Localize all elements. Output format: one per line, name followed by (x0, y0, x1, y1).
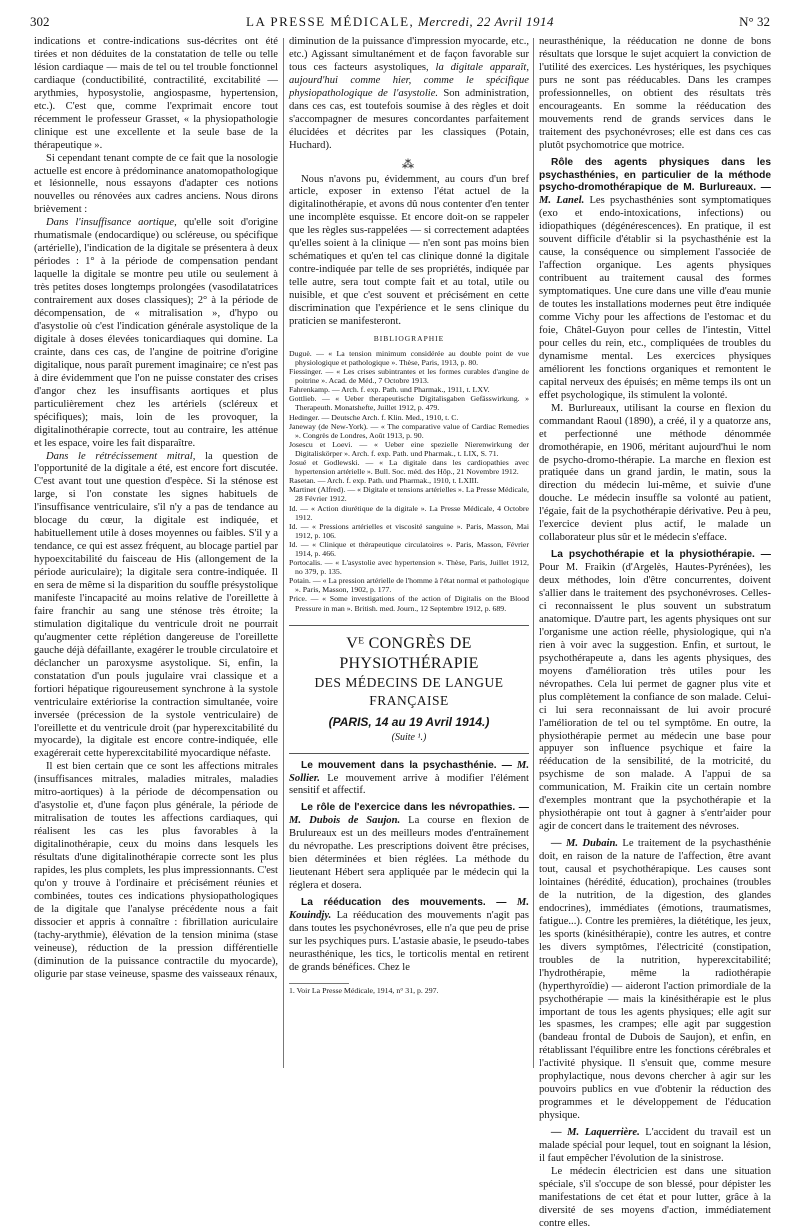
paragraph-body: Les psychasthénies sont symptomatiques (exo et endo-intoxications, infections) ou idiopathiques (dégénérescences). En pratique, il est souvent difficile d'établir si la psychasthénie est la cause, la conséquence ou simplement l'associée de l'affection organique. Les agents physiques contribuent au traitement causal des formes symptomatiques. Une cure dans une ville d'eau munie de toutes les installations modernes peut être indiquée comme Vichy pour les affections de l'estomac et du foie, Châtel-Guyon pour celles de l'intestin, Vittel pour celles du rein, etc., compliquées de troubles du dynamisme mental. Les exercices physiques améliorent les fonctions organiques et remontent le capital nerveux des épuisés; en même temps ils ont un effet psychologique, ils stimulent la volonté. (539, 195, 771, 401)
section-author: M. Lanel. (539, 195, 585, 207)
column-2 (289, 36, 529, 996)
section-author: M. Kouindjy. (289, 897, 529, 922)
bibliography-entry: Duguè. — « La tension minimum considérée au double point de vue physiologique et pathologique ». Thèse, Paris, 1913, p. 80. (289, 348, 529, 368)
paragraph (539, 157, 771, 403)
paragraph-body: Le mouvement arrive à modifier l'élément sensitif et affectif. (289, 772, 529, 797)
bibliography-entry: Hedinger. — Deutsche Arch. f. Klin. Med., 1910, t. C. (289, 412, 459, 422)
paragraph-lead: Dans le rétrécissement mitral, (46, 450, 196, 462)
congress-title: Vᴱ CONGRÈS DE PHYSIOTHÉRAPIE (339, 634, 479, 672)
paragraph-body: la question de l'opportunité de la digitale a été, est encore fort discutée. C'est avant tout une question d'espèce. Si la sténose est large, si l'on constate les signes habituels de l'insuffisance ventriculaire, s'il n'y a pas de tendance au blocage du cœur, la digitale est indiquée, et habituellement utile à doses moyennes ou faibles. S'il y a tendance, ce qui est assez fréquent, au blocage partiel par hypoexcitabilité du faisceau de His (allongement de la période auriculaire); la digitale sera contre-indiquée. Il en sera de même si la disparition du souffle présystolique manifeste l'incapacité au moins relative de l'oreillette à faire franchir au sang une sténose très étroite; la stimulation digitalique du ventricule droit ne pourrait qu'augmenter cette réplétion dangereuse de l'oreillette gauche déjà défaillante, exagérer le trouble circulatoire et déclancher un paroxysme asystolique. Si, enfin, la constatation d'un pouls jugulaire vrai classique et a fortiori hépatique rigoureusement synchrone à la systole ventriculaire extériorise la contraction simultanée, voire inversée (précession de la systole ventriculaire) de l'oreillette et du ventricule droit (par hyperexcitabilité du myocarde), la digitale est encore contre-indiquée, elle exagérerait cette hyperexcitabilité myocardique néfaste. (34, 450, 278, 760)
paragraph-body: La course en flexion de Brulureaux est un des meilleurs modes d'entraînement du névropathe. Les prescriptions doivent être précises, bien déterminées et bien réglées. La méthode du lieutenant Hébert sera appliquée par le médecin qui la réglera et dosera. (289, 815, 530, 892)
bibliography-entry: Fahrenkamp. — Arch. f. exp. Path. und Pharmak., 1911, t. LXV. (289, 385, 490, 395)
paragraph-body: (insuffisances mitrales, maladies mitrales, maladies mitro-aortiques) à la période de décompensation ou d'asystolie et, d'une façon plus générale, la période de mitralisation de toutes les affections cardiaques, qui réalisent les cas les plus favorables à la digitalinothérapie, ceux du moins dans lesquels les résultats d'une digitalinothérapie correcte sont les plus rapides, les plus complets, les plus impressionnants. C'est qu'on y trouve à l'ordinaire et précisément réunies et combinées, toutes ces indications physiopathologiques de la digitale que l'analyse précédente nous a fait dissocier et appris à connaître : fibrillation auriculaire (tachy-arythmie), élévation de la tension minima (stase veineuse), réduction de la pression différentielle (diminution de la puissance contractile du myocarde), oligurie par stase veineuse, spasme des vaisseaux rénaux, (34, 774, 278, 980)
paragraph: M. Burlureaux, utilisant la course en flexion du commandant Raoul (1890), a créé, il y a quatorze ans, et perfectionné une méthode dénommée dromothérapie, en 1906, méritant aujourd'hui le nom de psycho-dromo-thérapie. La marche en flexion est pratiquée dans un grand jardin, le matin, sous la direction du médecin lui-même, et suivie d'une douche. Le médecin insuffle sa volonté au patient, l'égaie, fait de la psychothérapie dérivative. Peu à peu, l'exercice devient plus actif, le malade un collaborateur plus sûr et le médecin s'efface. (539, 402, 771, 544)
paragraph: neurasthénique, la rééducation ne donne de bons résultats que lorsque le sujet acquiert la conviction de l'utilité des exercices. Les hystériques, les psychiques purs ne sont pas rééducables. Dans les crampes professionnelles, on obtient des résultats très encourageants. En somme la rééducation des mouvements rend de grands services dans le traitement des psychonévroses; elle est dans ces cas plutôt psychomotrice que motrice. (539, 36, 771, 151)
paragraph-body: diminution de la puissance d'impression myocarde, etc., etc.) Agissant simultanément et de façon favorable sur tous ces facteurs asystoliques, (289, 36, 529, 73)
section-author: M. Dubois de Saujon. (289, 815, 401, 827)
section-author: — M. Laquerrière. (551, 1127, 640, 1139)
bibliography-heading: BIBLIOGRAPHIE (373, 333, 445, 343)
running-title (30, 14, 770, 30)
paragraph-lead: Dans l'insuffisance aortique, (46, 217, 177, 229)
paragraph (289, 36, 529, 153)
congress-dates: (PARIS, 14 au 19 Avril 1914.) (328, 714, 490, 729)
journal-name: LA PRESSE MÉDICALE, (246, 14, 415, 29)
paragraph (539, 549, 771, 834)
bibliography-entry: Portocalis. — « L'asystolie avec hypertension ». Thèse, Paris, Juillet 1912, no 379, p. 135. (289, 558, 529, 577)
paragraph: Nous n'avons pu, évidemment, au cours d'un bref article, exposer in extenso l'état actuel de la digitalinothérapie, et avons dû nous contenter d'en tenter une incomplète esquisse. Et encore doit-on se rappeler que les règles sus-rappelées — si correctement adaptées qu'elles soient à la clinique — n'en sont pas moins bien schématiques et qu'en tel cas clinique donné la digitale contre-indiquée par telle de ses propriétés, indiquée par telle autre, sera tout compte fait et au total, utile ou nuisible, et que c'est souvent et précisément en cette discrimination que l'expérience et le sens clinique du praticien se manifesteront. (289, 173, 529, 328)
paragraph-lead: Il est bien certain que ce sont les affections mitrales (46, 761, 278, 773)
section-title: La rééducation des mouvements. — (301, 897, 507, 909)
congress-subtitle: DES MÉDECINS DE LANGUE FRANÇAISE (314, 674, 504, 708)
congress-continuation: (Suite ¹.) (391, 731, 427, 743)
paragraph (289, 802, 529, 893)
paragraph-emphasis: la digitale apparaît, aujourd'hui comme hier, comme le spécifique physiopathologique de l'asystolie. (289, 61, 529, 99)
bibliography-entry: Id. — « Clinique et thérapeutique circulatoires ». Paris, Masson, Février 1914, p. 466. (289, 539, 529, 558)
footnote: 1. Voir La Presse Médicale, 1914, n° 31, p. 297. (289, 985, 439, 995)
footnote-divider (289, 983, 349, 984)
paragraph (289, 897, 529, 975)
bibliography-entry: Josué et Godlewski. — « La digitale dans les cardiopathies avec hypertension artérielle ». Bull. Soc. méd. des Hôp., 21 Novembre 1912. (289, 458, 529, 477)
section-title: Le mouvement dans la psychasthénie. — (301, 759, 512, 771)
section-title: Rôle des agents physiques dans les psychasthénies, en particulier de la méthode psycho-dromothérapique de M. Burlureaux. — (539, 156, 771, 194)
column-rule-1 (283, 38, 284, 1068)
congress-heading (289, 625, 529, 745)
paragraph-body: Son administration, dans ces cas, est toutefois soumise à des règles et doit s'accompagner de mesures concordantes parfaitement élucidées et décrites par les classiques (Potain, Huchard). (289, 87, 529, 151)
bibliography-entry: Price. — « Some investigations of the action of Digitalis on the Blood Pressure in man ». British. med. Journ., 12 Septembre 1912, p. 689. (289, 594, 529, 613)
paragraph (289, 760, 529, 799)
bibliography-entry: Martinet (Alfred). — « Digitale et tensions artérielles ». La Presse Médicale, 28 Février 1912. (289, 485, 529, 504)
bibliography-entry: Josescu et Loevi. — « Ueber eine spezielle Nierenwirkung der Digitaliskörper ». Arch. f. exp. Path. und Pharmak., t. LIX, S. 71. (289, 439, 529, 458)
bibliography-entry: Potain. — « La pression artérielle de l'homme à l'état normal et pathologique ». Paris, Masson, 1902, p. 177. (289, 576, 529, 595)
bibliography-entry: Rasetan. — Arch. f. exp. Path. und Pharmak., 1910, t. LXIII. (289, 476, 479, 486)
section-title: La psychothérapie et la physiothérapie. — (551, 549, 771, 561)
paragraph (34, 217, 278, 450)
section-title: Le rôle de l'exercice dans les névropathies. — (301, 802, 529, 814)
page-header (30, 14, 770, 36)
section-author: M. Sollier. (289, 759, 529, 784)
paragraph: Si cependant tenant compte de ce fait que la nosologie actuelle est encore à prédominance anatomopathologique et lésionnelle, nous essayons d'adapter ces notions nouvelles ou rénovées aux cadres anciens. Nous dirons brièvement : (34, 152, 278, 216)
section-author: — M. Dubain. (551, 838, 619, 850)
bibliography-entry: Id. — « Pressions artérielles et viscosité sanguine ». Paris, Masson, Mai 1912, p. 106. (289, 521, 529, 540)
page-number: 302 (30, 14, 50, 29)
paragraph (539, 1127, 771, 1166)
bibliography-entry: Janeway (de New-York). — « The comparative value of Cardiac Remedies ». Congrès de Londres, Août 1913, p. 90. (289, 421, 529, 440)
paragraph: Le médecin électricien est dans une situation spéciale, s'il s'occupe de son blessé, pour dépister les manifestations de cet état et pour lutter, grâce à la diversité de ses moyens d'action, immédiatement contre elles. (539, 1165, 771, 1229)
bibliography-entry: Id. — « Action diurétique de la digitale ». La Presse Médicale, 4 Octobre 1912. (289, 503, 529, 522)
issue-date: Mercredi, 22 Avril 1914 (418, 14, 554, 29)
paragraph (539, 838, 771, 1123)
column-3 (539, 36, 771, 1231)
paragraph (34, 761, 278, 981)
column-1 (34, 36, 278, 982)
paragraph: indications et contre-indications sus-décrites ont été tirées et non déduites de la constatation de telle ou telle lésion cardiaque — mais de tel ou tel trouble fonctionnel cardiaque (conductibilité, contractilité, excitabilité — arythmies, hyposystolie, angiospasme, hypertension, etc.). C'est que, comme l'exprimait encore tout récemment le professeur Grasset, « la physiopathologie clinique est une excellente et la seule base de la thérapeutique ». (34, 36, 278, 151)
paragraph-body: Pour M. Fraikin (d'Argelès, Hautes-Pyrénées), les deux méthodes, loin d'être concurrentes, doivent s'allier dans le traitement des psychonévroses. Celles-ci reconnaissent le plus souvent un substratum anatomique. D'autre part, les agents physiques ont sur l'organisme une action réelle, physiologique, qui n'a rien à voir avec la suggestion. Enfin, et surtout, le psychothérapeute a, dans les agents physiques, des moyens d'amélioration très utiles pour les névropathes. Cela lui permet de gagner plus vite et plus complètement la confiance de son malade. Celui-ci lui sera reconnaissant de lui avoir procuré l'amélioration de tel ou tel symptôme. En outre, la physiothérapie permet au médecin une base pour appuyer son influence psychique et faire la rééducation de la sensibilité, de la motricité, du psychisme de son malade. A l'appui de sa communication, M. Fraikin cite un certain nombre d'exemples montrant que la psychothérapie et la physiothérapie ont tout à gagner à s'entr'aider pour agir de concert dans le traitement des névroses. (539, 562, 771, 833)
issue-number: N° 32 (739, 14, 770, 29)
column-rule-2 (533, 38, 534, 1068)
paragraph-body: Le traitement de la psychasthénie doit, en raison de la nature de l'affection, être avant tout, causal et psychothérapique. Les causes sont lointaines (hérédité, éducation), prochaines (troubles de la nutrition, de la digestion, des glandes endocrines), immédiates (émotions, traumatismes, fatigue...). Contre les premières, la diététique, les jeux, les sports (kinésithérapie), contre les autres, et contre les divers symptômes, l'électricité (constipation, troubles de la nutrition, hyperexcitabilité; l'hydrothérapie, même la radiothérapie (hyperthyroïdie) — aideront l'action primordiale de la psychothérapie — mais la kinésithérapie est le plus important de tous les agents physiques; elle agit sur les spasmes, les crampes; elle agit par suggestion (bandeau frontal de Dubois de Saujon), et enfin, en rétablissant l'équilibre entre les fonctions cérébrales et l'activité physique. Il s'ensuit que, comme mesure prophylactique, nous devons chercher à agir sur les pouvoirs publics en vue d'obtenir la réduction des programmes et le développement de l'éducation physique. (539, 838, 772, 1122)
section-separator: ⁂ (402, 156, 416, 171)
paragraph-body: La rééducation des mouvements n'agit pas dans toutes les psychonévroses, elle n'a que peu de prise sur les psychiques purs. L'astasie abasie, le pseudo-tabes neurasthénique, les tics, le torticolis mental en retirent de grands bénéfices. Chez le (289, 910, 529, 973)
bibliography-entry: Fiessinger. — « Les crises subintrantes et les formes curables d'angine de poitrine ». Acad. de Méd., 7 Octobre 1913. (289, 367, 529, 386)
bibliography (289, 349, 529, 613)
paragraph-body: L'accident du travail est un malade spécial pour lequel, tout en soignant la lésion, il faut empêcher l'évolution de la sinistrose. (539, 1127, 771, 1165)
divider (289, 753, 529, 754)
bibliography-entry: Gottlieb. — « Ueber therapeutische Digitalisgaben Gefässwirkung. » Therapeuth. Monatshefte, Juillet 1912, p. 479. (289, 394, 529, 413)
paragraph (34, 451, 278, 762)
paragraph-body: qu'elle soit d'origine rhumatismale (endocardique) ou scléreuse, ou spécifique (artérielle), l'indication de la digitale se présentera à deux périodes : 1° à la période de compensation pendant laquelle la digitale se montre peu utile ou seulement à très petites doses longtemps prolongées (vasodilatatrices contrairement aux doses classiques); 2° à la période de décompensation, de « mitralisation », d'hypo ou d'asystolie où c'est l'indication générale asystolique de la digitale à doses élevées tonicardiaques qui domine. La crainte, dans ces cas, de l'angine de poitrine d'origine digitalique, nous paraît purement imaginaire; ce n'est pas à dire évidemment que l'on ne puisse constater des crises d'angor chez les insuffisants aortiques et plus particulièrement chez les artériels (scléreux et spécifiques); mais, loin de les provoquer, la digitalinothérapie correcte, tout au contraire, les atténue et les espace, voire les fait disparaître. (34, 217, 278, 449)
